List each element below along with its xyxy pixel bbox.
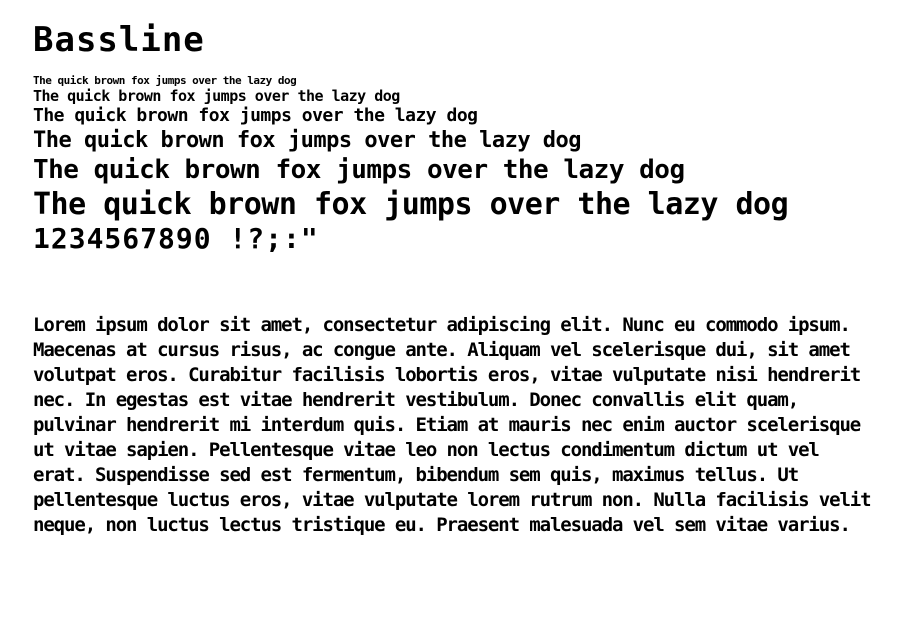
pangram-size-2: The quick brown fox jumps over the lazy dog <box>33 87 400 105</box>
pangram-size-1: The quick brown fox jumps over the lazy dog <box>33 74 297 87</box>
numerals-and-punctuation: 1234567890 !?;:" <box>33 222 319 255</box>
pangram-size-4: The quick brown fox jumps over the lazy dog <box>33 128 582 153</box>
font-name-title: Bassline <box>33 20 205 60</box>
font-specimen-sheet <box>33 18 873 538</box>
sample-paragraph: Lorem ipsum dolor sit amet, consectetur adipiscing elit. Nunc eu commodo ipsum. Maecenas at cursus risus, ac congue ante. Aliquam vel scelerisque dui, sit amet volutpat eros. Curabitur facilisis lobortis eros, vitae vulputate nisi hendrerit nec. In egestas est vitae hendrerit vestibulum. Donec convallis elit quam, pulvinar hendrerit mi interdum quis. Etiam at mauris nec enim auctor scelerisque ut vitae sapien. Pellentesque vitae leo non lectus condimentum dictum ut vel erat. Suspendisse sed est fermentum, bibendum sem quis, maximus tellus. Ut pellentesque luctus eros, vitae vulputate lorem rutrum non. Nulla facilisis velit neque, non luctus lectus tristique eu. Praesent malesuada vel sem vitae varius. <box>33 314 871 536</box>
pangram-size-3: The quick brown fox jumps over the lazy dog <box>33 105 478 126</box>
pangram-waterfall <box>33 74 873 223</box>
pangram-size-5: The quick brown fox jumps over the lazy dog <box>33 155 685 185</box>
pangram-size-6: The quick brown fox jumps over the lazy dog <box>33 187 789 222</box>
